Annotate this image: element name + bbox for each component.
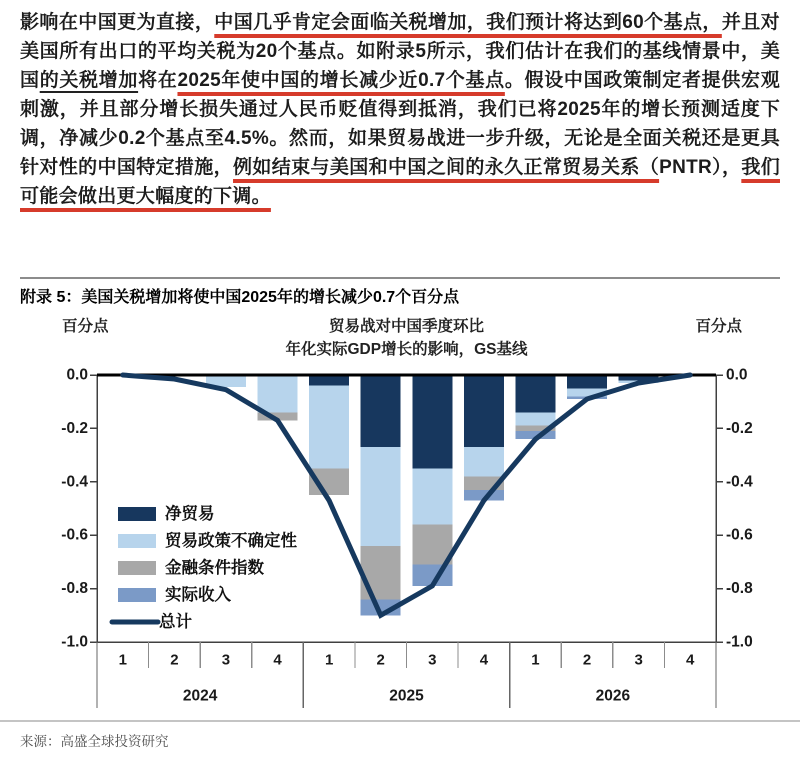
y-tick-label-right: -0.8 (726, 580, 753, 598)
legend-swatch-financial-conditions-index (118, 561, 156, 575)
text-segment: 影响在中国更为直接， (20, 12, 215, 33)
exhibit-title: 附录 5：美国关税增加将使中国2025年的增长减少0.7个百分点 (20, 289, 460, 306)
bar-segment-net-trade (567, 375, 607, 388)
body-paragraph (20, 8, 780, 211)
quarter-label: 4 (479, 651, 489, 669)
y-tick-label-right: -0.2 (726, 419, 753, 437)
quarter-label: 2 (376, 651, 385, 669)
legend-label-total: 总计 (159, 613, 192, 631)
bar-segment-trade-policy-uncertainty (309, 386, 349, 469)
legend-swatch-trade-policy-uncertainty (118, 534, 156, 548)
quarter-label: 4 (273, 651, 282, 669)
bar-segment-trade-policy-uncertainty (464, 447, 504, 476)
legend-swatch-net-trade (118, 507, 156, 521)
quarter-label: 1 (531, 651, 540, 669)
source-divider (0, 720, 800, 722)
bar-segment-net-trade (361, 375, 401, 447)
bar-segment-trade-policy-uncertainty (258, 375, 298, 412)
legend-label-trade-policy-uncertainty: 贸易政策不确定性 (165, 532, 297, 550)
y-tick-label-left: -0.2 (61, 419, 88, 437)
legend-label-financial-conditions-index: 金融条件指数 (165, 559, 264, 577)
document-page (0, 8, 800, 750)
bar-segment-financial-conditions-index (361, 546, 401, 599)
quarter-label: 1 (324, 651, 334, 669)
text-segment: 并且对美国所有出口的平均关税为20个基点。如附录5所示，我们估计在我们的基线情景中，美国 (20, 12, 780, 91)
bar-segment-net-trade (515, 375, 555, 412)
quarter-label: 3 (428, 651, 437, 669)
underlined-phrase: 中国几乎肯定会面临关税增加，我们预计将达到60个基点， (214, 12, 722, 33)
total-line (123, 375, 690, 615)
y-tick-label-left: -1.0 (61, 633, 88, 651)
quarter-label: 3 (221, 651, 231, 669)
quarter-label: 2 (582, 651, 592, 669)
bar-segment-net-trade (309, 375, 349, 386)
year-label: 2024 (182, 687, 218, 705)
text-segment: PNTR）， (659, 157, 742, 178)
underlined-phrase: 2025年使中国的增长减少近0.7个基点 (177, 70, 505, 91)
text-segment: 。假设中国政策制定者提供宏观刺激，并且部分增长损失通过人民币贬值得到抵消，我们已将2025年的增长预测适度下调，净减少0.2个基点至4.5%。然而，如果贸易战进一步升级，无论是全面关税还是更具针对性的中国特定措施， (20, 70, 780, 178)
quarter-label: 2 (170, 651, 179, 669)
y-axis-unit-right: 百分点 (695, 318, 742, 335)
text-segment: 将在 (138, 70, 178, 91)
y-axis-unit-left: 百分点 (62, 318, 109, 335)
chart-title-line1: 贸易战对中国季度环比 (328, 318, 485, 335)
quarter-label: 1 (118, 651, 127, 669)
legend-label-net-trade: 净贸易 (165, 505, 215, 523)
y-tick-label-right: -1.0 (726, 633, 753, 651)
quarter-label: 4 (686, 651, 695, 669)
bar-segment-net-trade (412, 375, 452, 468)
y-tick-label-left: -0.6 (61, 526, 88, 544)
y-tick-label-right: 0.0 (726, 366, 748, 384)
bar-segment-net-trade (464, 375, 504, 447)
bar-segment-trade-policy-uncertainty (412, 468, 452, 524)
legend-label-real-income: 实际收入 (165, 586, 231, 604)
bar-segment-trade-policy-uncertainty (515, 412, 555, 425)
chart-title-line2: 年化实际GDP增长的影响，GS基线 (285, 341, 528, 358)
underlined-phrase: 我们可能会做出更大幅度的下调。 (20, 157, 780, 207)
underlined-phrase: 例如结束与美国和中国之间的永久正常贸易关系（ (233, 157, 660, 178)
y-tick-label-left: -0.4 (61, 473, 88, 491)
y-tick-label-right: -0.6 (726, 526, 753, 544)
y-tick-label-left: 0.0 (66, 366, 88, 384)
underlined-phrase: 的关税增加 (39, 70, 139, 91)
chart-legend (112, 503, 298, 631)
legend-swatch-real-income (118, 588, 156, 602)
y-tick-label-right: -0.4 (726, 473, 753, 491)
source-note: 来源：高盛全球投资研究 (20, 734, 169, 749)
bar-segment-trade-policy-uncertainty (361, 447, 401, 546)
y-tick-label-left: -0.8 (61, 580, 88, 598)
quarter-label: 3 (634, 651, 643, 669)
exhibit-top-rule (20, 277, 780, 279)
year-label: 2025 (389, 687, 424, 705)
exhibit-chart (0, 316, 800, 714)
stacked-bars (206, 375, 659, 615)
year-label: 2026 (595, 687, 631, 705)
